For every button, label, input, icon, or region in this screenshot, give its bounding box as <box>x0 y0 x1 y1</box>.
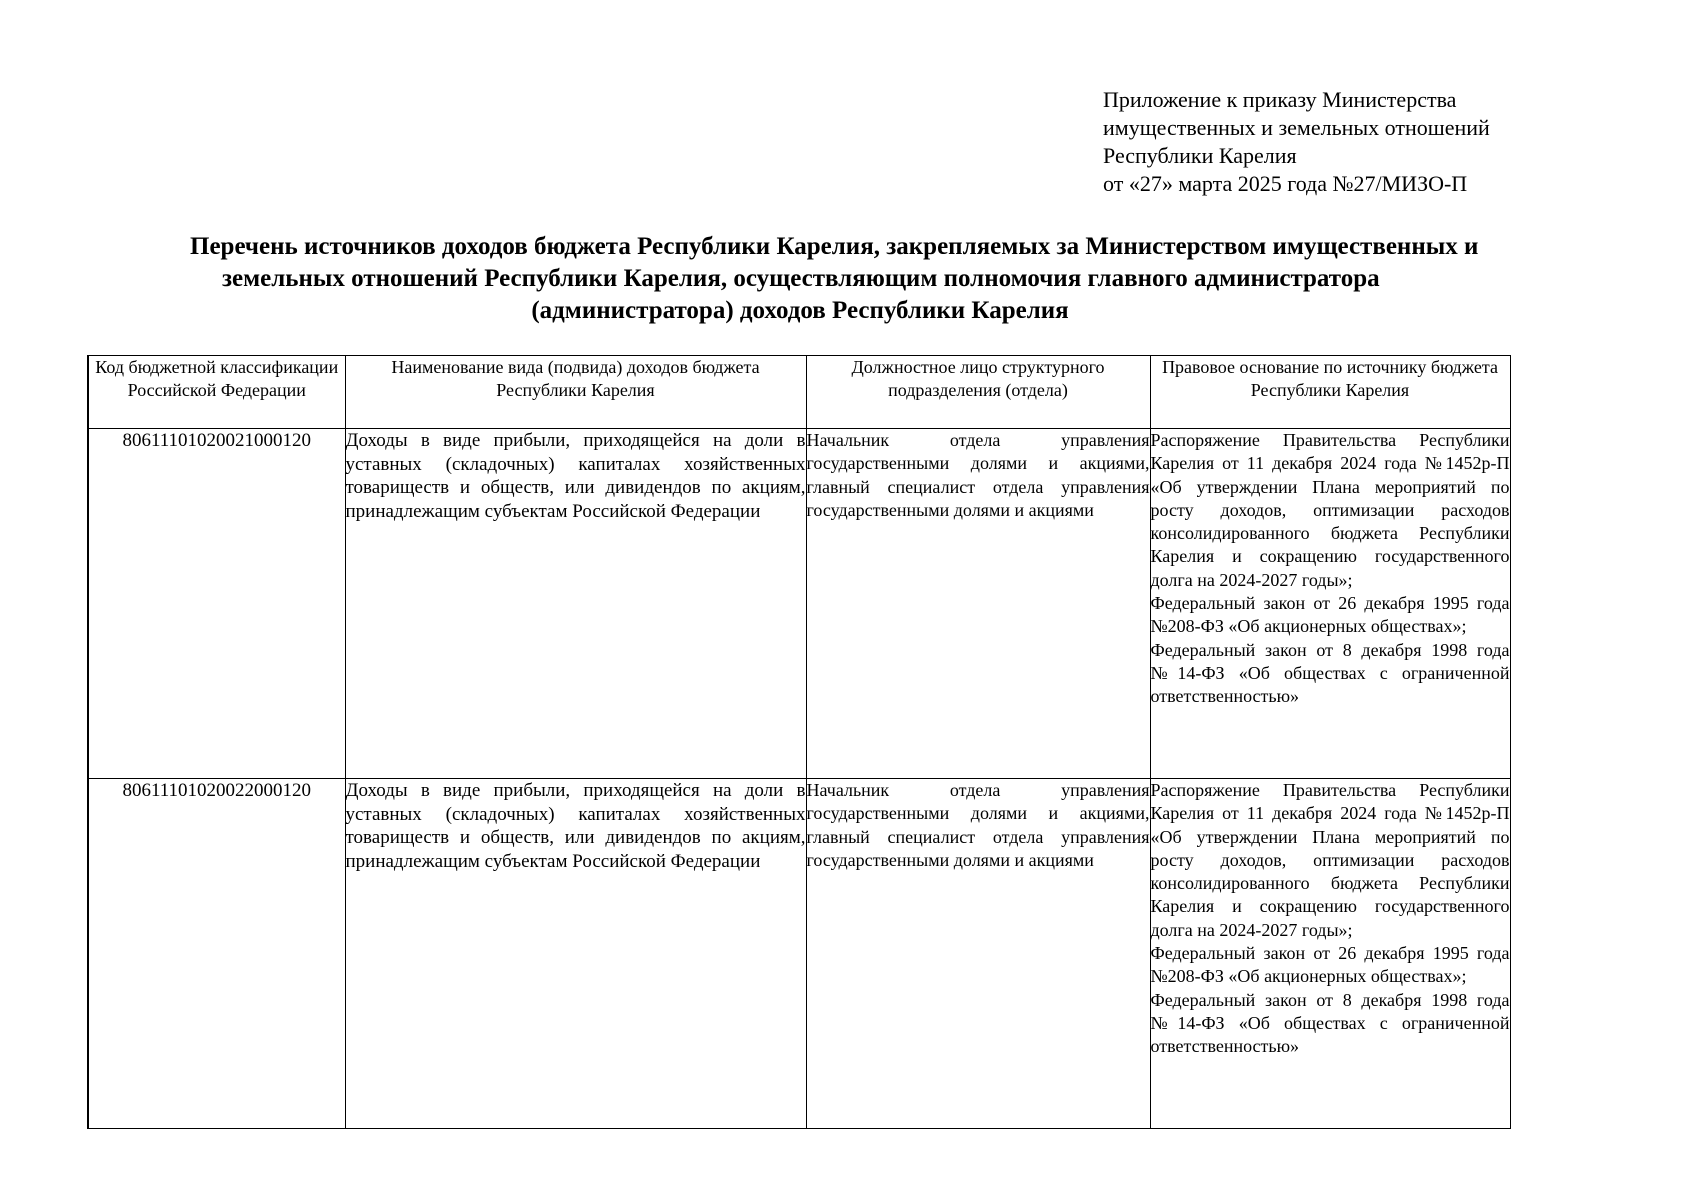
title-line: Перечень источников доходов бюджета Республики Карелия, закрепляемых за Министерством имущественных и <box>190 233 1479 260</box>
budget-code-cell: 80611101020022000120 <box>88 779 345 1129</box>
legal-basis-item: Федеральный закон от 8 декабря 1998 года №14-ФЗ «Об обществах с ограниченной ответственностью» <box>1150 639 1510 707</box>
income-name-cell <box>345 429 806 779</box>
title-line: земельных отношений Республики Карелия, осуществляющим полномочия главного администратора <box>222 265 1380 292</box>
appendix-line: Республики Карелия <box>1103 143 1297 168</box>
appendix-note <box>1103 86 1490 198</box>
official-cell <box>806 779 1150 1129</box>
legal-basis-item: Федеральный закон от 8 декабря 1998 года №14-ФЗ «Об обществах с ограниченной ответственностью» <box>1150 989 1510 1057</box>
title-line: (администратора) доходов Республики Карелия <box>531 297 1069 324</box>
income-name-text: Доходы в виде прибыли, приходящейся на доли в уставных (складочных) капиталах хозяйственных товариществ и обществ, или дивидендов по акциям, принадлежащим субъектам Российской Федерации <box>345 780 806 872</box>
legal-basis-item: Федеральный закон от 26 декабря 1995 года №208-ФЗ «Об акционерных обществах»; <box>1150 943 1510 987</box>
table-row <box>88 779 1510 1129</box>
document-title <box>150 231 1680 327</box>
official-text: Начальник отдела управления государственными долями и акциями, главный специалист отдела управления государственными долями и акциями <box>806 780 1150 870</box>
income-name-cell <box>345 779 806 1129</box>
official-text: Начальник отдела управления государственными долями и акциями, главный специалист отдела управления государственными долями и акциями <box>806 430 1150 520</box>
header-budget-code: Код бюджетной классификации Российской Федерации <box>88 356 345 429</box>
budget-code-cell: 80611101020021000120 <box>88 429 345 779</box>
table-header-row <box>88 356 1510 429</box>
appendix-line: Приложение к приказу Министерства <box>1103 87 1457 112</box>
appendix-line: от «27» марта 2025 года №27/МИЗО-П <box>1103 171 1468 196</box>
legal-basis-cell <box>1150 429 1510 779</box>
appendix-line: имущественных и земельных отношений <box>1103 115 1490 140</box>
income-sources-table <box>87 355 1511 1129</box>
legal-basis-item: Распоряжение Правительства Республики Карелия от 11 декабря 2024 года №1452р-П «Об утверждении Плана мероприятий по росту доходов, оптимизации расходов консолидированного бюджета Республики Карелия и сокращению государственного долга на 2024-2027 годы»; <box>1150 780 1510 940</box>
legal-basis-cell <box>1150 779 1510 1129</box>
legal-basis-item: Федеральный закон от 26 декабря 1995 года №208-ФЗ «Об акционерных обществах»; <box>1150 593 1510 637</box>
table-row <box>88 429 1510 779</box>
official-cell <box>806 429 1150 779</box>
header-legal-basis: Правовое основание по источнику бюджета Республики Карелия <box>1150 356 1510 429</box>
legal-basis-item: Распоряжение Правительства Республики Карелия от 11 декабря 2024 года №1452р-П «Об утверждении Плана мероприятий по росту доходов, оптимизации расходов консолидированного бюджета Республики Карелия и сокращению государственного долга на 2024-2027 годы»; <box>1150 430 1510 590</box>
header-official: Должностное лицо структурного подразделения (отдела) <box>806 356 1150 429</box>
header-income-name: Наименование вида (подвида) доходов бюджета Республики Карелия <box>345 356 806 429</box>
income-name-text: Доходы в виде прибыли, приходящейся на доли в уставных (складочных) капиталах хозяйственных товариществ и обществ, или дивидендов по акциям, принадлежащим субъектам Российской Федерации <box>345 430 806 522</box>
